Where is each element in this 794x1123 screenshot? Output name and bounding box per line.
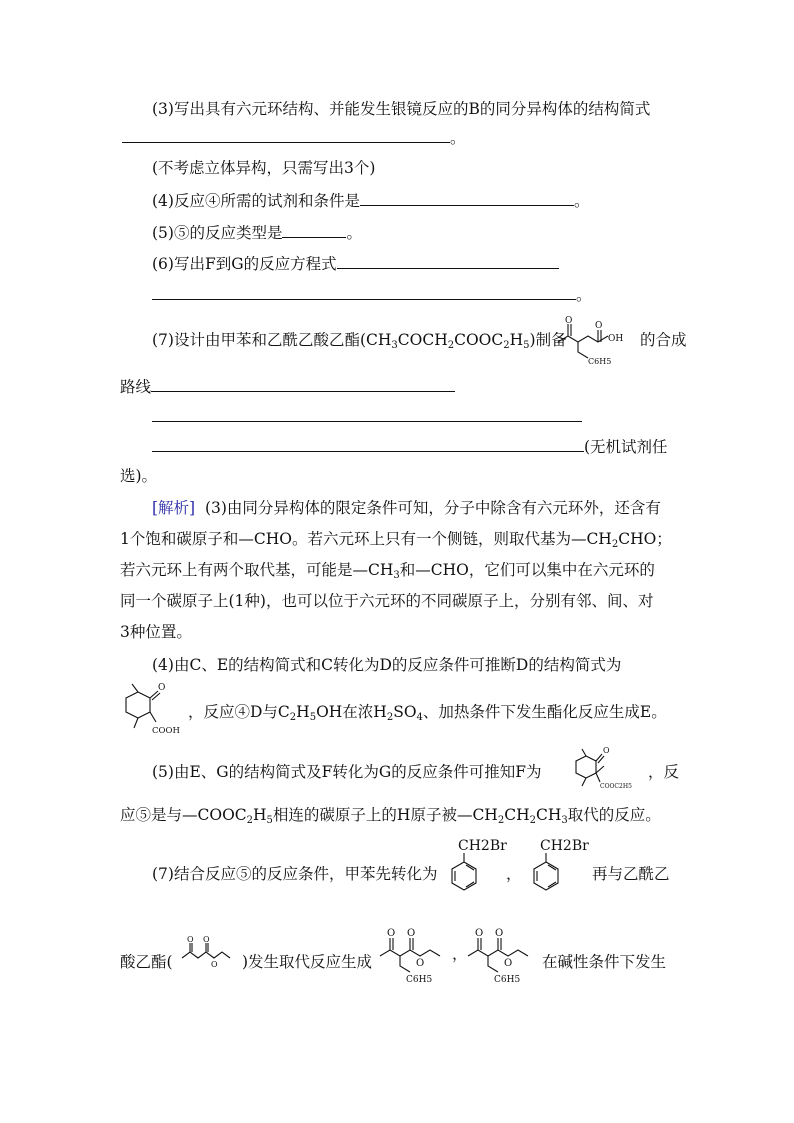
q7-mol-side xyxy=(578,342,588,358)
q7-sub4: 5 xyxy=(523,340,530,351)
q7-route-line3 xyxy=(152,437,668,457)
jiexi-p3-l2d: CH xyxy=(504,806,530,824)
q7-line4-text: 选)。 xyxy=(120,467,158,485)
q4-end: 。 xyxy=(573,192,590,210)
q7-line1-tail xyxy=(640,330,687,350)
jiexi-p4-l1a: (7)结合反应⑤的反应条件，甲苯先转化为 xyxy=(152,865,438,883)
q6-line2 xyxy=(152,285,592,305)
jiexi-p3-sub4: 2 xyxy=(529,815,536,826)
q7-text-after: 的合成 xyxy=(640,331,687,349)
jiexi-p3-l2c: 相连的碳原子上的H原子被—CH xyxy=(272,806,498,824)
jiexi-p3-sub2: 5 xyxy=(266,815,273,826)
jiexi-p1-l2b: CHO； xyxy=(618,530,672,548)
jiexi-eaa-chain xyxy=(182,952,230,958)
jiexi-f-me2 xyxy=(582,778,586,786)
jiexi-p2-sub3: 2 xyxy=(386,712,394,723)
jiexi-d-molecule xyxy=(118,676,188,738)
q7-text-b: COCH xyxy=(397,331,448,349)
jiexi-p4-l2c: 在碱性条件下发生 xyxy=(542,953,667,971)
jiexi-d-co2 xyxy=(152,693,160,700)
jiexi-d-cooh-bond xyxy=(150,712,156,722)
jiexi-p1-side xyxy=(400,956,410,972)
jiexi-bb1-ring xyxy=(452,862,476,890)
q6-end: 。 xyxy=(576,286,592,304)
jiexi-p1-l5 xyxy=(120,622,192,642)
jiexi-eaa-o2: O xyxy=(203,935,210,944)
q5-text: (5)⑤的反应类型是 xyxy=(152,224,283,242)
q3-line1 xyxy=(152,99,650,119)
q7-text-a: (7)设计由甲苯和乙酰乙酸乙酯(CH xyxy=(152,331,392,349)
jiexi-p2-l2 xyxy=(188,702,667,722)
jiexi-p1-l3 xyxy=(120,560,655,580)
jiexi-p2-l2e: 、加热条件下发生酯化反应生成E。 xyxy=(422,703,667,721)
jiexi-p2-side xyxy=(488,956,498,972)
jiexi-p1-l3sub: 3 xyxy=(393,570,400,581)
jiexi-d-me2 xyxy=(134,718,138,728)
q7-route-blank-2[interactable] xyxy=(152,407,582,422)
q5-answer-blank[interactable] xyxy=(282,223,346,238)
jiexi-p2-l1-text: (4)由C、E的结构简式和C转化为D的反应条件可推断D的结构简式为 xyxy=(152,656,622,674)
jiexi-p3-l2a: 应⑤是与—COOC xyxy=(120,806,247,824)
jiexi-p4-l2-mid xyxy=(242,952,372,972)
jiexi-p3-l2 xyxy=(120,805,661,825)
jiexi-p2-l2c: OH在浓H xyxy=(316,703,387,721)
q7-route-line xyxy=(120,377,455,397)
jiexi-p3-l2b: H xyxy=(253,806,267,824)
jiexi-benzyl-bromide-2 xyxy=(516,836,589,898)
jiexi-p4-l2-start xyxy=(120,952,173,972)
q7-route-blank-1[interactable] xyxy=(151,377,455,392)
jiexi-p3-l2e: CH xyxy=(535,806,562,824)
jiexi-p1-l4-text: 同一个碳原子上(1种)，也可以位于六元环的不同碳原子上，分别有邻、间、对 xyxy=(120,592,654,610)
jiexi-p2-c6h5: C6H5 xyxy=(494,975,521,985)
q5-end: 。 xyxy=(346,224,362,242)
jiexi-p1-o3: O xyxy=(416,958,425,969)
q7-route-line2 xyxy=(152,407,582,427)
q6-line1 xyxy=(152,254,559,274)
q7-text-c: COOC xyxy=(454,331,504,349)
jiexi-ethyl-acetoacetate xyxy=(180,936,240,972)
jiexi-p3-sub5: 3 xyxy=(561,815,568,826)
jiexi-p4-l2comma-text: ， xyxy=(452,945,468,963)
jiexi-p1-l2a: 1个饱和碳原子和—CHO。若六元环上只有一个侧链，则取代基为—CH xyxy=(120,530,612,548)
q3-note xyxy=(152,158,375,178)
jiexi-f-molecule xyxy=(572,744,646,796)
jiexi-p1-l5-text: 3种位置。 xyxy=(120,623,192,641)
jiexi-label: [解析] xyxy=(152,499,196,517)
q6-answer-blank-1[interactable] xyxy=(337,254,559,269)
jiexi-f-me1 xyxy=(582,749,586,756)
q7-mol-o1: O xyxy=(565,316,573,326)
jiexi-p3-l1-text: (5)由E、G的结构简式及F转化为G的反应条件可推知F为 xyxy=(152,763,542,781)
jiexi-product-1 xyxy=(378,920,450,985)
jiexi-p4-l1 xyxy=(152,864,437,884)
jiexi-p2-chain xyxy=(468,950,528,956)
jiexi-d-me1 xyxy=(132,684,138,692)
q7-route-blank-3[interactable] xyxy=(152,437,584,452)
jiexi-p1-c6h5: C6H5 xyxy=(406,975,433,985)
jiexi-benzyl-bromide-1 xyxy=(440,836,507,898)
q3-answer-line xyxy=(122,128,466,148)
jiexi-p1-l4 xyxy=(120,591,653,611)
q7-route-label: 路线 xyxy=(120,378,152,396)
jiexi-eaa-o3: O xyxy=(211,960,218,969)
jiexi-f-ring xyxy=(576,756,596,778)
q7-text-d: H xyxy=(509,331,524,349)
q7-mol-o2: O xyxy=(595,321,603,331)
jiexi-p4-l2-tail xyxy=(542,952,666,972)
jiexi-eaa-o1: O xyxy=(187,935,194,944)
q7-target-molecule xyxy=(556,312,638,364)
jiexi-p4-comma-text: ， xyxy=(506,865,522,883)
jiexi-p1-chain xyxy=(380,950,440,956)
jiexi-f-ester-bond xyxy=(596,773,600,782)
jiexi-f-ester: COOC2H5 xyxy=(600,783,632,790)
q7-mol-c6h5: C6H5 xyxy=(588,357,612,366)
jiexi-f-o: O xyxy=(603,746,610,755)
jiexi-p3-l1-tail xyxy=(648,762,679,782)
jiexi-p1-l3b: 和—CHO，它们可以集中在六元环的 xyxy=(399,561,655,579)
q3-end: 。 xyxy=(450,129,466,147)
q7-line3-tail: (无机试剂任 xyxy=(584,438,668,456)
q6-answer-blank-2[interactable] xyxy=(152,285,576,300)
q4-answer-blank[interactable] xyxy=(360,191,574,206)
jiexi-bb2-ring xyxy=(534,862,558,890)
q7-mol-oh: OH xyxy=(608,334,624,344)
q7-sub3: 2 xyxy=(503,340,510,351)
jiexi-p1-l1 xyxy=(152,498,661,518)
q7-text-e: )制备 xyxy=(529,331,567,349)
jiexi-ch2br-2: CH2Br xyxy=(540,838,589,854)
jiexi-p2-sub2: 5 xyxy=(309,712,317,723)
q3-answer-blank[interactable] xyxy=(122,128,450,143)
jiexi-p2-o3: O xyxy=(504,958,513,969)
q4-line xyxy=(152,191,589,211)
q4-text: (4)反应④所需的试剂和条件是 xyxy=(152,192,360,210)
jiexi-f-side xyxy=(596,766,604,773)
q7-line4 xyxy=(120,466,157,486)
jiexi-p2-l1 xyxy=(152,655,621,675)
jiexi-p2-o1: O xyxy=(475,928,484,939)
jiexi-p2-l2d: SO xyxy=(393,703,417,721)
jiexi-p2-l2a: ，反应④D与C xyxy=(188,703,290,721)
jiexi-p2-sub1: 2 xyxy=(289,712,297,723)
jiexi-d-co xyxy=(150,691,158,698)
jiexi-p1-l1-text: (3)由同分异构体的限定条件可知，分子中除含有六元环外，还含有 xyxy=(204,499,661,517)
q7-line1 xyxy=(152,330,567,350)
jiexi-p3-sub1: 2 xyxy=(246,815,254,826)
jiexi-d-o: O xyxy=(158,683,166,693)
q7-sub1: 3 xyxy=(391,340,398,351)
jiexi-p2-sub4: 4 xyxy=(416,712,423,723)
q5-line xyxy=(152,223,362,243)
jiexi-p3-sub3: 2 xyxy=(497,815,505,826)
jiexi-p3-l1 xyxy=(152,762,542,782)
jiexi-p1-o2: O xyxy=(407,928,416,939)
jiexi-p1-l3a: 若六元环上有两个取代基，可能是—CH xyxy=(120,561,394,579)
q6-text: (6)写出F到G的反应方程式 xyxy=(152,255,337,273)
jiexi-p1-l2sub: 2 xyxy=(611,539,619,550)
jiexi-d-ring xyxy=(126,692,150,718)
jiexi-p4-l2a: 酸乙酯( xyxy=(120,953,173,971)
jiexi-p4-l1b: 再与乙酰乙 xyxy=(592,865,670,883)
jiexi-p1-l2 xyxy=(120,529,672,549)
jiexi-p3-tail: ，反 xyxy=(648,763,680,781)
jiexi-ch2br-1: CH2Br xyxy=(458,838,507,854)
jiexi-p4-l1-tail xyxy=(592,864,670,884)
q3-note-text: (不考虑立体异构，只需写出3个) xyxy=(152,159,376,177)
q7-sub2: 2 xyxy=(447,340,455,351)
jiexi-p4-l2b: )发生取代反应生成 xyxy=(242,953,373,971)
jiexi-p3-l2f: 取代的反应。 xyxy=(567,806,661,824)
jiexi-p2-o2: O xyxy=(495,928,504,939)
jiexi-product-2 xyxy=(466,920,538,985)
jiexi-p1-o1: O xyxy=(387,928,396,939)
jiexi-d-cooh: COOH xyxy=(152,726,180,736)
q3-text: (3)写出具有六元环结构、并能发生银镜反应的B的同分异构体的结构简式 xyxy=(152,100,651,118)
jiexi-p2-l2b: H xyxy=(296,703,310,721)
